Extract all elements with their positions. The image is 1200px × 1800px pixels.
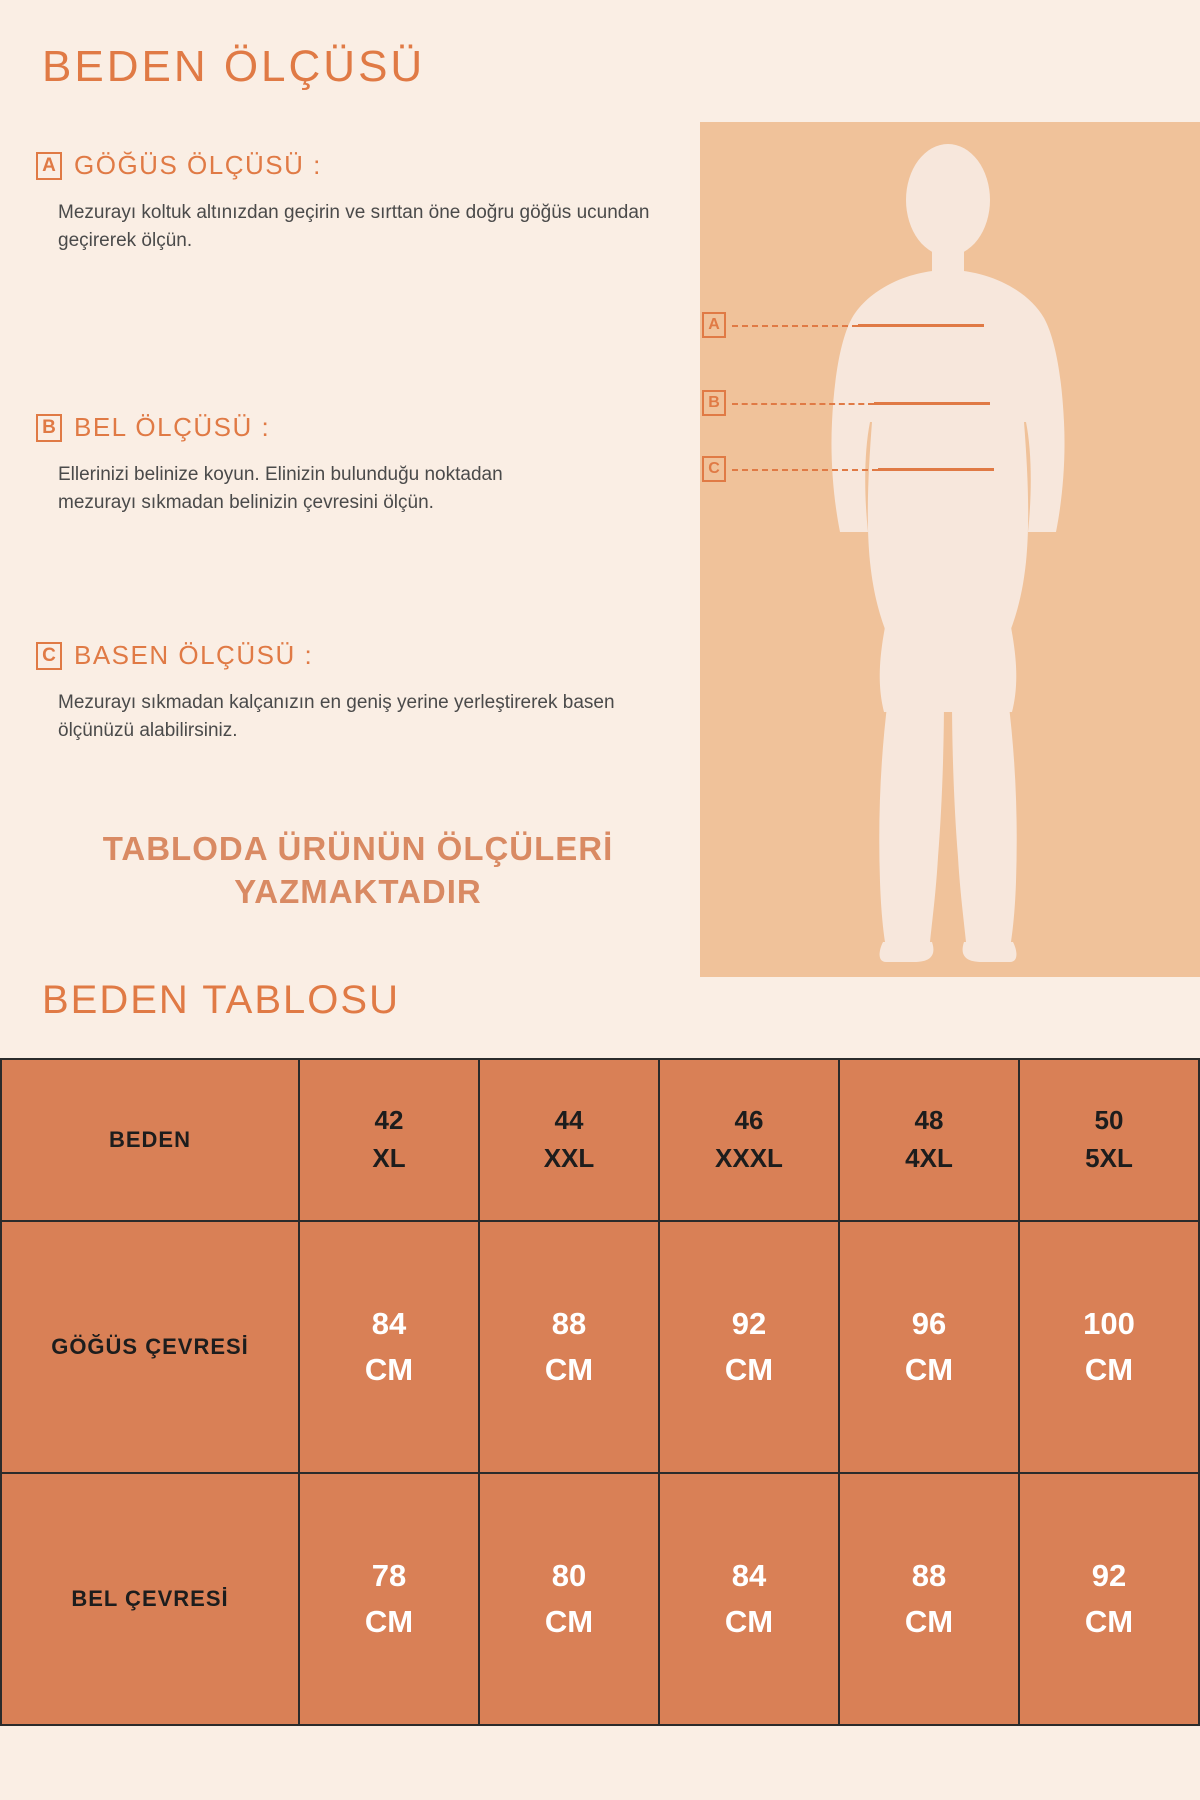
product-measure-note bbox=[28, 828, 688, 914]
table-column-header bbox=[479, 1059, 659, 1221]
note-line-2: YAZMAKTADIR bbox=[234, 872, 482, 910]
table-cell bbox=[479, 1221, 659, 1473]
column-size: 46 bbox=[734, 1105, 764, 1136]
column-size: 48 bbox=[914, 1105, 944, 1136]
table-row bbox=[1, 1473, 1199, 1725]
section-text-b: Ellerinizi belinize koyun. Elinizin bulunduğu noktadan mezurayı sıkmadan belinizin çevresini ölçün. bbox=[58, 464, 503, 513]
dash-line-b bbox=[732, 403, 874, 405]
dash-line-a bbox=[732, 325, 858, 327]
cell-value: 88 bbox=[551, 1305, 587, 1341]
cell-value: 100 bbox=[1083, 1305, 1135, 1341]
section-text-c: Mezurayı sıkmadan kalçanızın en geniş yerine yerleştirerek basen ölçünüzü alabilirsiniz. bbox=[58, 692, 615, 741]
table-cell bbox=[299, 1473, 479, 1725]
section-header bbox=[36, 412, 696, 443]
column-alt-size: XXL bbox=[543, 1143, 595, 1173]
table-title: BEDEN TABLOSU bbox=[42, 978, 400, 1022]
section-header bbox=[36, 150, 696, 181]
cell-unit: CM bbox=[544, 1352, 594, 1387]
table-header-row bbox=[1, 1059, 1199, 1221]
cell-unit: CM bbox=[724, 1352, 774, 1387]
figure-marker-b: B bbox=[702, 390, 726, 416]
page-title: BEDEN ÖLÇÜSÜ bbox=[42, 42, 426, 91]
measure-line-waist bbox=[874, 402, 990, 405]
measure-line-hip bbox=[878, 468, 994, 471]
section-text-a: Mezurayı koltuk altınızdan geçirin ve sırttan öne doğru göğüs ucundan geçirerek ölçün. bbox=[58, 202, 650, 251]
cell-value: 92 bbox=[1091, 1557, 1127, 1593]
cell-unit: CM bbox=[904, 1352, 954, 1387]
measure-line-chest bbox=[858, 324, 984, 327]
table-corner-label: BEDEN bbox=[1, 1059, 299, 1221]
table-column-header bbox=[659, 1059, 839, 1221]
column-alt-size: 4XL bbox=[905, 1143, 953, 1173]
table-row bbox=[1, 1221, 1199, 1473]
cell-unit: CM bbox=[1084, 1604, 1134, 1639]
figure-marker-c: C bbox=[702, 456, 726, 482]
table-column-header bbox=[299, 1059, 479, 1221]
table-cell bbox=[1019, 1473, 1199, 1725]
cell-value: 92 bbox=[731, 1305, 767, 1341]
column-size: 50 bbox=[1094, 1105, 1124, 1136]
column-size: 42 bbox=[374, 1105, 404, 1136]
cell-unit: CM bbox=[544, 1604, 594, 1639]
female-body-silhouette-icon bbox=[700, 122, 1200, 977]
cell-value: 96 bbox=[911, 1305, 947, 1341]
table-cell bbox=[839, 1221, 1019, 1473]
row-label-chest: GÖĞÜS ÇEVRESİ bbox=[1, 1221, 299, 1473]
table-cell bbox=[659, 1473, 839, 1725]
section-title-b: BEL ÖLÇÜSÜ : bbox=[74, 412, 271, 442]
letter-badge-b: B bbox=[36, 414, 62, 442]
table-column-header bbox=[1019, 1059, 1199, 1221]
size-table bbox=[0, 1058, 1200, 1726]
body-figure-panel bbox=[700, 122, 1200, 977]
cell-unit: CM bbox=[904, 1604, 954, 1639]
table-cell bbox=[299, 1221, 479, 1473]
cell-value: 78 bbox=[371, 1557, 407, 1593]
section-basen bbox=[36, 640, 696, 744]
note-line-1: TABLODA ÜRÜNÜN ÖLÇÜLERİ bbox=[102, 830, 614, 867]
table-cell bbox=[839, 1473, 1019, 1725]
table-cell bbox=[659, 1221, 839, 1473]
section-title-c: BASEN ÖLÇÜSÜ : bbox=[74, 640, 314, 670]
letter-badge-c: C bbox=[36, 642, 62, 670]
column-alt-size: XL bbox=[372, 1143, 406, 1173]
section-header bbox=[36, 640, 696, 671]
cell-unit: CM bbox=[364, 1352, 414, 1387]
section-bel bbox=[36, 412, 696, 516]
letter-badge-a: A bbox=[36, 152, 62, 180]
row-label-waist: BEL ÇEVRESİ bbox=[1, 1473, 299, 1725]
table-cell bbox=[1019, 1221, 1199, 1473]
column-alt-size: XXXL bbox=[715, 1143, 783, 1173]
cell-unit: CM bbox=[1084, 1352, 1134, 1387]
cell-unit: CM bbox=[364, 1604, 414, 1639]
section-title-a: GÖĞÜS ÖLÇÜSÜ : bbox=[74, 150, 322, 180]
dash-line-c bbox=[732, 469, 878, 471]
cell-value: 84 bbox=[731, 1557, 767, 1593]
table-cell bbox=[479, 1473, 659, 1725]
cell-value: 84 bbox=[371, 1305, 407, 1341]
cell-value: 80 bbox=[551, 1557, 587, 1593]
table-column-header bbox=[839, 1059, 1019, 1221]
column-alt-size: 5XL bbox=[1085, 1143, 1133, 1173]
cell-unit: CM bbox=[724, 1604, 774, 1639]
figure-marker-a: A bbox=[702, 312, 726, 338]
cell-value: 88 bbox=[911, 1557, 947, 1593]
column-size: 44 bbox=[554, 1105, 584, 1136]
section-gogus bbox=[36, 150, 696, 254]
